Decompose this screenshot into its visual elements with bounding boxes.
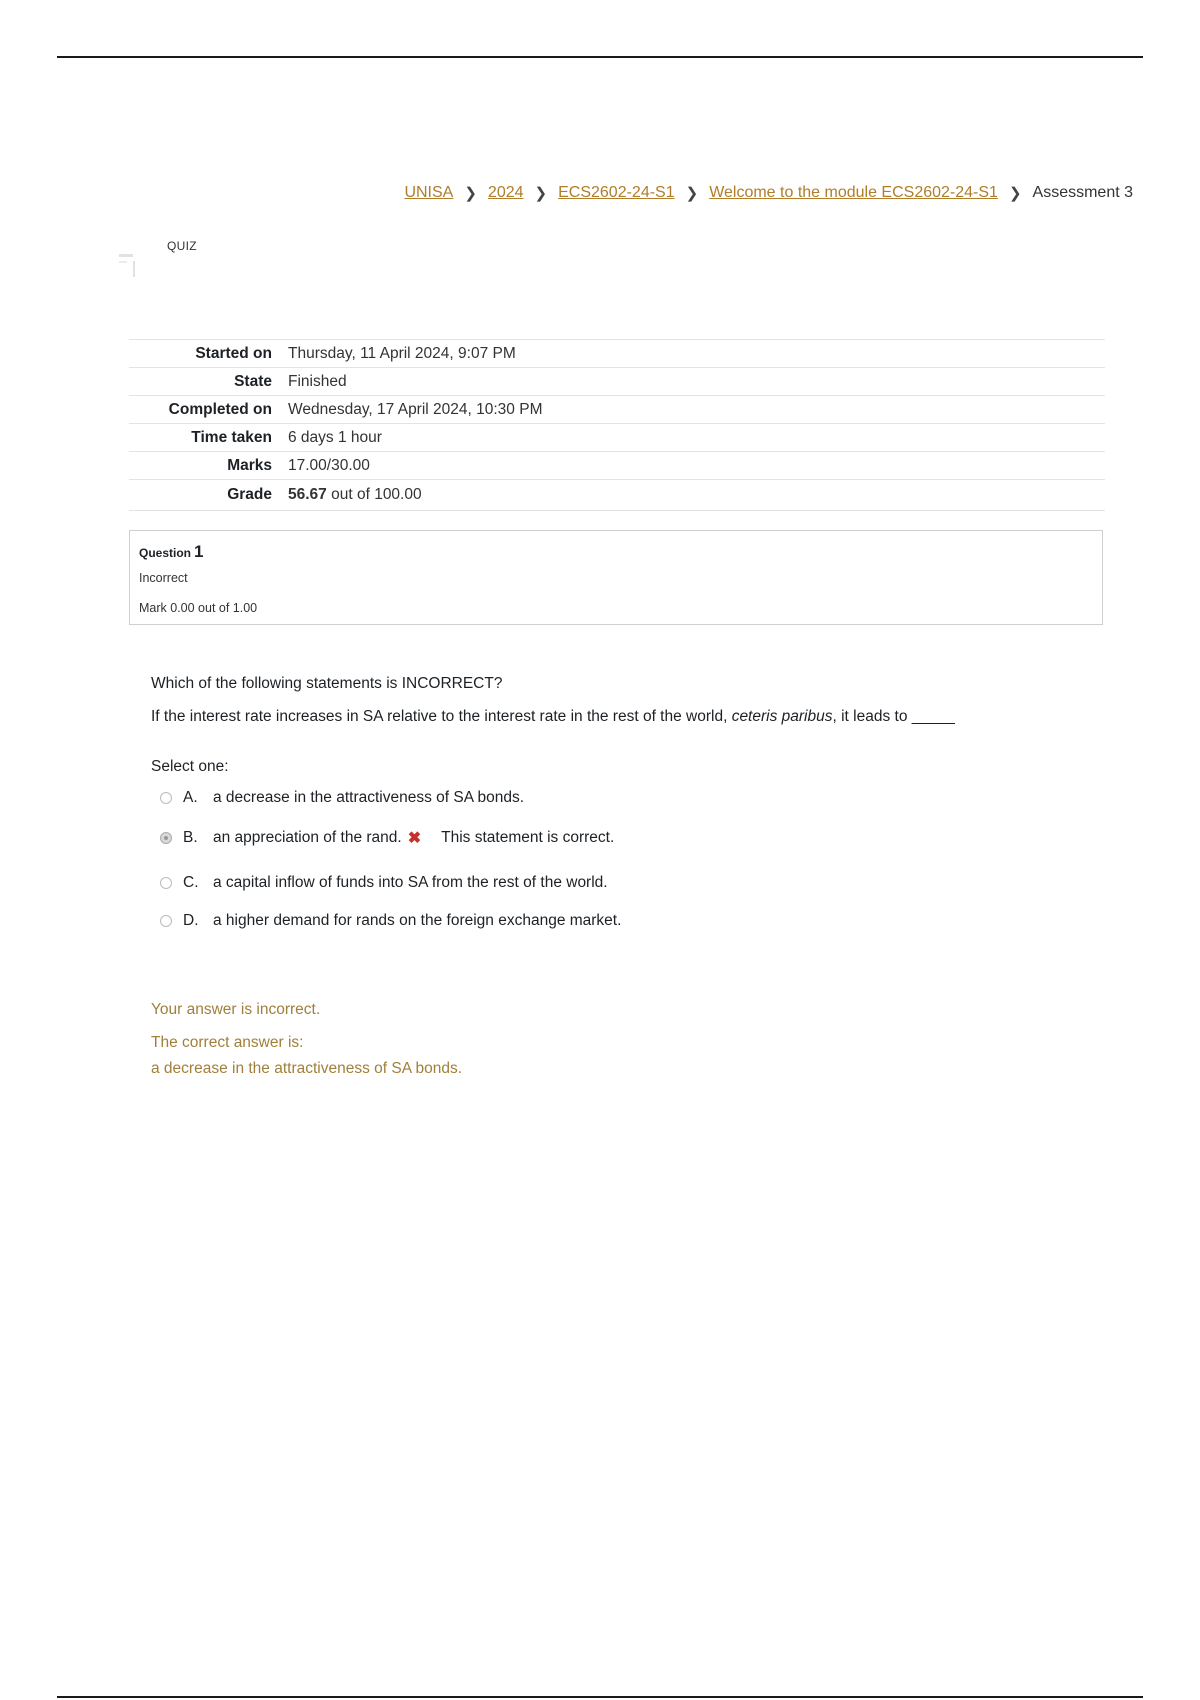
breadcrumb-link-course[interactable]: ECS2602-24-S1 — [558, 184, 675, 201]
outcome-feedback: Your answer is incorrect. — [151, 1001, 321, 1018]
breadcrumb-current: Assessment 3 — [1032, 184, 1133, 201]
answer-option-c[interactable] — [160, 874, 608, 892]
select-one-prompt: Select one: — [151, 758, 229, 775]
question-text: Which of the following statements is INCORRECT? — [151, 675, 503, 692]
answer-text: a capital inflow of funds into SA from the rest of the world. — [213, 874, 608, 891]
answer-letter: C. — [183, 874, 199, 891]
summary-row-time-taken — [129, 424, 1105, 452]
question-state: Incorrect — [139, 571, 188, 585]
answer-text: an appreciation of the rand. — [213, 829, 402, 846]
summary-row-grade — [129, 480, 1105, 511]
question-number — [139, 542, 203, 562]
summary-label: Completed on — [168, 400, 272, 418]
summary-row-started — [129, 340, 1105, 368]
answer-feedback: This statement is correct. — [441, 829, 615, 846]
answer-letter: A. — [183, 789, 198, 806]
summary-value: 6 days 1 hour — [288, 428, 382, 446]
summary-value: 17.00/30.00 — [288, 456, 370, 474]
question-label: Question — [139, 546, 192, 560]
incorrect-cross-icon: ✖ — [407, 830, 422, 847]
grade-out-of: out of 100.00 — [331, 486, 422, 503]
summary-row-marks — [129, 452, 1105, 480]
summary-label: Marks — [227, 456, 272, 474]
summary-row-completed — [129, 396, 1105, 424]
breadcrumb-link-unisa[interactable]: UNISA — [404, 184, 454, 201]
summary-value: Finished — [288, 372, 347, 390]
radio-button-selected[interactable] — [160, 832, 172, 844]
summary-row-state — [129, 368, 1105, 396]
question-number-value: 1 — [194, 542, 204, 561]
correct-answer-label: The correct answer is: — [151, 1034, 304, 1051]
answer-text: a decrease in the attractiveness of SA bonds. — [213, 789, 525, 806]
question-stem-start: If the interest rate increases in SA relative to the interest rate in the rest of the world, — [151, 708, 732, 725]
answer-letter: D. — [183, 912, 199, 929]
answer-option-b[interactable] — [160, 828, 614, 848]
breadcrumb-link-section[interactable]: Welcome to the module ECS2602-24-S1 — [709, 184, 998, 201]
chevron-right-icon: ❯ — [685, 185, 699, 202]
summary-value: Thursday, 11 April 2024, 9:07 PM — [288, 344, 516, 362]
quiz-icon — [118, 253, 140, 279]
radio-button[interactable] — [160, 792, 172, 804]
summary-value — [288, 480, 1105, 511]
chevron-right-icon: ❯ — [464, 185, 477, 202]
correct-answer-text: a decrease in the attractiveness of SA bonds. — [151, 1060, 463, 1077]
question-info-box — [129, 530, 1103, 625]
breadcrumb — [404, 184, 1133, 202]
attempt-summary-table — [129, 339, 1105, 511]
summary-label: State — [234, 372, 272, 390]
grade-score: 56.67 — [288, 486, 327, 503]
breadcrumb-link-year[interactable]: 2024 — [487, 184, 524, 201]
question-stem — [151, 708, 955, 726]
radio-button[interactable] — [160, 877, 172, 889]
chevron-right-icon: ❯ — [1008, 185, 1022, 202]
summary-label: Started on — [195, 344, 272, 362]
answer-letter: B. — [183, 829, 198, 846]
summary-label: Grade — [227, 486, 272, 503]
answer-text: a higher demand for rands on the foreign exchange market. — [213, 912, 622, 929]
radio-button[interactable] — [160, 915, 172, 927]
page-top-rule — [57, 56, 1143, 58]
chevron-right-icon: ❯ — [534, 185, 548, 202]
question-stem-italic: ceteris paribus — [731, 708, 833, 725]
page-bottom-rule — [57, 1696, 1143, 1698]
summary-value: Wednesday, 17 April 2024, 10:30 PM — [288, 400, 543, 418]
summary-label: Time taken — [191, 428, 272, 446]
quiz-label: QUIZ — [167, 239, 197, 253]
answer-option-d[interactable] — [160, 912, 621, 930]
question-mark: Mark 0.00 out of 1.00 — [139, 601, 258, 615]
question-stem-end: , it leads to _____ — [832, 708, 955, 725]
answer-option-a[interactable] — [160, 789, 524, 807]
